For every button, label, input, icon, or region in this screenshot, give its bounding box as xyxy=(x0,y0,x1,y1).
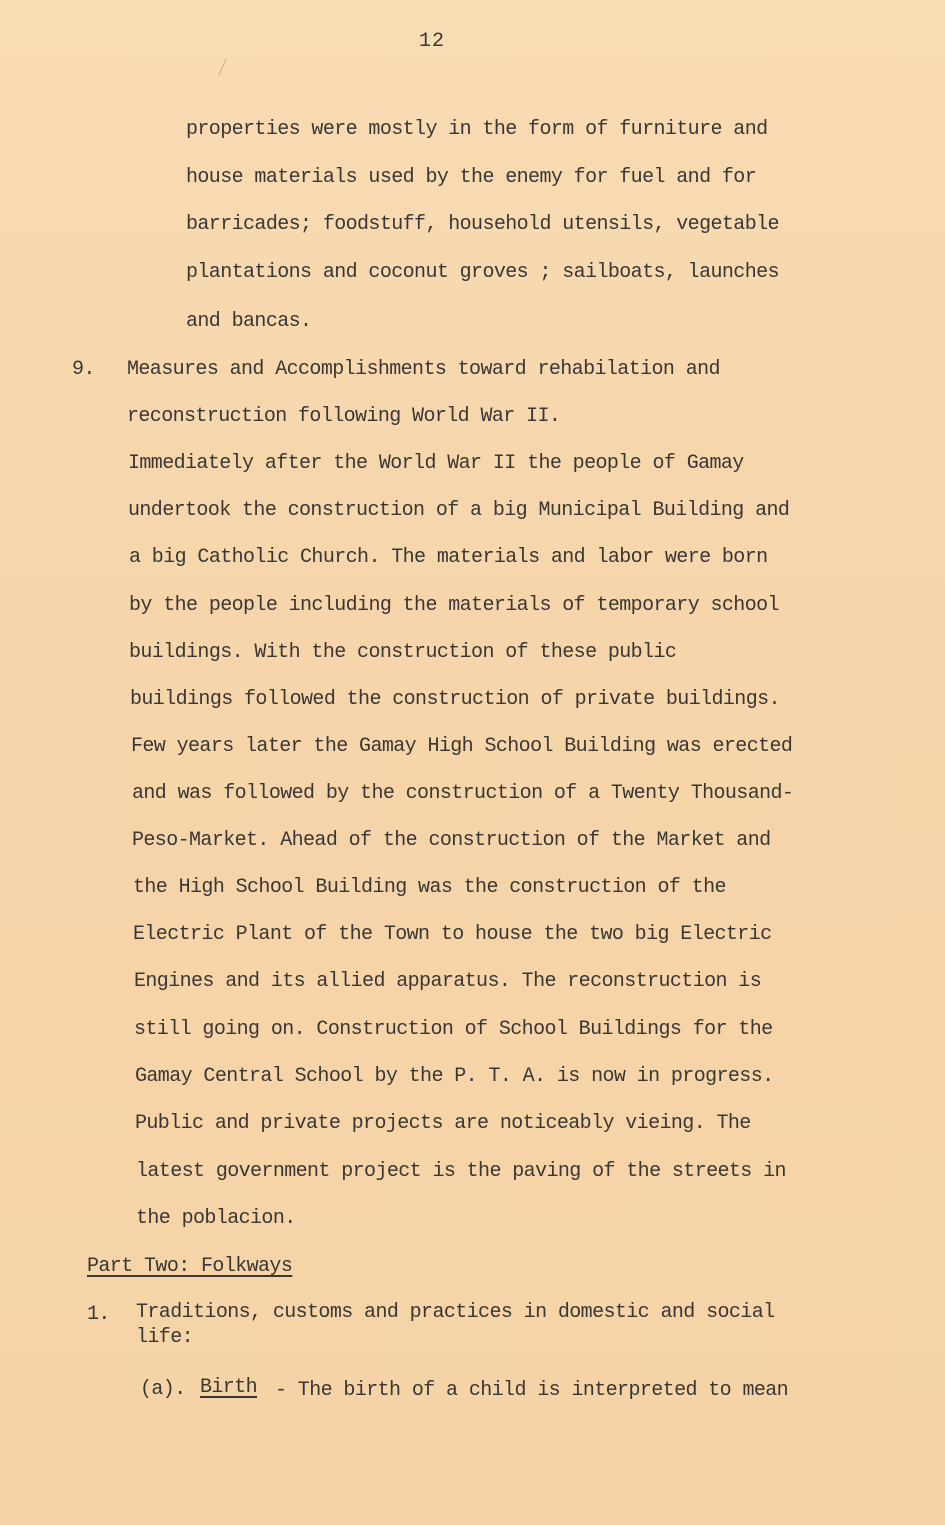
item-a-label: (a). xyxy=(140,1378,186,1401)
page-number: 12 xyxy=(419,30,446,53)
continuation-line: properties were mostly in the form of furniture and xyxy=(186,118,768,141)
item-9-body-line: Immediately after the World War II the people of Gamay xyxy=(128,452,744,475)
item-9-body-line: still going on. Construction of School Buildings for the xyxy=(134,1018,773,1041)
continuation-line: barricades; foodstuff, household utensils, vegetable xyxy=(186,213,779,236)
item-9-body-line: buildings. With the construction of these public xyxy=(129,641,677,664)
continuation-line: and bancas. xyxy=(186,310,312,333)
continuation-line: house materials used by the enemy for fuel and for xyxy=(186,166,757,189)
item-9-body-line: a big Catholic Church. The materials and labor were born xyxy=(129,546,768,569)
item-9-body-line: Few years later the Gamay High School Building was erected xyxy=(131,735,793,758)
stray-mark xyxy=(218,59,227,76)
item-a-title: Birth xyxy=(200,1376,258,1399)
item-9-heading: reconstruction following World War II. xyxy=(127,405,561,428)
item-9-body-line: Gamay Central School by the P. T. A. is now in progress. xyxy=(135,1065,774,1088)
item-9-body-line: and was followed by the construction of a Twenty Thousand- xyxy=(132,782,794,805)
item-9-heading: Measures and Accomplishments toward rehabilation and xyxy=(127,358,720,381)
item-1-text: life: xyxy=(136,1326,194,1349)
item-1-text: Traditions, customs and practices in domestic and social xyxy=(136,1301,775,1324)
item-9-body-line: latest government project is the paving of the streets in xyxy=(136,1160,786,1183)
item-9-number: 9. xyxy=(72,358,95,381)
item-9-body-line: Peso-Market. Ahead of the construction of the Market and xyxy=(132,829,771,852)
item-9-body-line: undertook the construction of a big Municipal Building and xyxy=(128,499,790,522)
item-9-body-line: Public and private projects are noticeably vieing. The xyxy=(135,1112,751,1135)
item-a-text: - The birth of a child is interpreted to mean xyxy=(275,1379,789,1402)
item-9-body-line: the High School Building was the construction of the xyxy=(133,876,726,899)
continuation-line: plantations and coconut groves ; sailboats, launches xyxy=(186,261,779,284)
item-9-body-line: Electric Plant of the Town to house the two big Electric xyxy=(133,923,772,946)
item-9-body-line: buildings followed the construction of private buildings. xyxy=(130,688,780,711)
item-9-body-line: Engines and its allied apparatus. The reconstruction is xyxy=(134,970,762,993)
item-1-number: 1. xyxy=(87,1303,110,1326)
item-9-body-line: the poblacion. xyxy=(136,1207,296,1230)
item-9-body-line: by the people including the materials of temporary school xyxy=(129,594,779,617)
part-two-heading: Part Two: Folkways xyxy=(87,1255,293,1278)
